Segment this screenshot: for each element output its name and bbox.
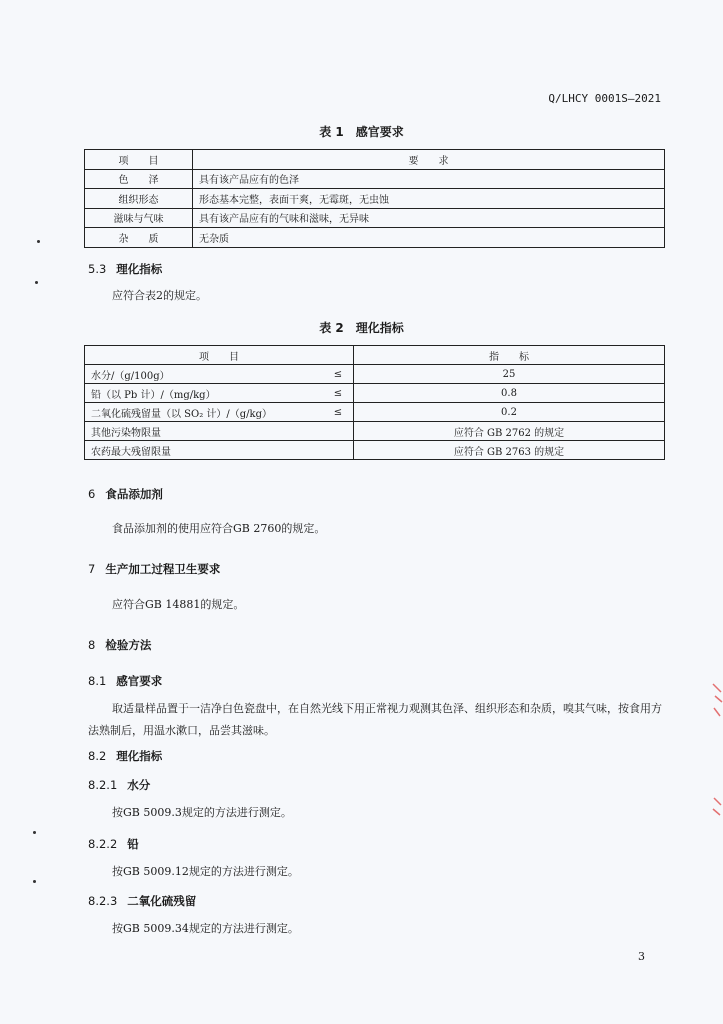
- table1-caption: 表 1 感官要求: [319, 125, 404, 139]
- section-title: 生产加工过程卫生要求: [105, 562, 221, 576]
- table-cell-value: 25: [354, 365, 665, 384]
- section-heading-8-2-2: [88, 836, 139, 852]
- section-heading-6: [88, 486, 163, 502]
- table2-physicochemical-indicators: [84, 345, 665, 460]
- section-title: 二氧化硫残留: [127, 894, 197, 908]
- section-number: 8.2.1: [88, 778, 118, 792]
- section-heading-5-3: [88, 261, 162, 277]
- table-cell-item: 水分/（g/100g）: [85, 365, 328, 384]
- table-cell-item: 铅（以 Pb 计）/（mg/kg）: [85, 384, 328, 403]
- section-8-2-3-text: 按GB 5009.34规定的方法进行测定。: [112, 922, 299, 935]
- table-cell-item: 其他污染物限量: [85, 422, 328, 441]
- table-cell-value: 应符合 GB 2763 的规定: [354, 441, 665, 460]
- section-title: 感官要求: [116, 674, 163, 688]
- stamp-mark-icon: [711, 795, 723, 817]
- section-8-1-text: 取适量样品置于一洁净白色瓷盘中，在自然光线下用正常视力观测其色泽、组织形态和杂质，嗅其气味，按食用方法熟制后，用温水漱口，品尝其滋味。: [88, 702, 662, 737]
- section-heading-8-2: [88, 748, 162, 764]
- table-cell-requirement: 具有该产品应有的色泽: [193, 169, 665, 189]
- table-row: [85, 403, 665, 422]
- table-cell-value: 0.8: [354, 384, 665, 403]
- section-heading-7: [88, 561, 220, 577]
- red-stamp-edge: [711, 680, 723, 720]
- section-title: 检验方法: [105, 638, 152, 652]
- scan-speck: [33, 880, 36, 883]
- table-cell-value: 0.2: [354, 403, 665, 422]
- table-header-row: [85, 150, 665, 170]
- table-row: [85, 208, 665, 228]
- section-8-2-1-text: 按GB 5009.3规定的方法进行测定。: [112, 806, 292, 819]
- scan-speck: [33, 831, 36, 834]
- table-cell-operator: [327, 422, 354, 441]
- section-title: 理化指标: [116, 262, 163, 276]
- table-cell-requirement: 具有该产品应有的气味和滋味，无异味: [193, 208, 665, 228]
- table-cell-value: 应符合 GB 2762 的规定: [354, 422, 665, 441]
- red-stamp-edge: [711, 795, 723, 817]
- section-number: 7: [88, 562, 96, 576]
- stamp-mark-icon: [711, 680, 723, 720]
- section-title: 理化指标: [116, 749, 163, 763]
- table-cell-requirement: 无杂质: [193, 228, 665, 248]
- section-heading-8: [88, 637, 151, 653]
- table-cell-operator: [327, 441, 354, 460]
- table2-caption: 表 2 理化指标: [319, 321, 404, 335]
- section-number: 8.2.2: [88, 837, 118, 851]
- section-6-text: 食品添加剂的使用应符合GB 2760的规定。: [112, 522, 326, 535]
- table-header-row: [85, 346, 665, 365]
- table-cell-operator: ≤: [327, 365, 354, 384]
- table-header-cell: 指 标: [354, 346, 665, 365]
- table-row: [85, 169, 665, 189]
- section-heading-8-2-3: [88, 893, 196, 909]
- table-row: [85, 422, 665, 441]
- table-row: [85, 384, 665, 403]
- table-cell-item: 组织形态: [85, 189, 193, 209]
- section-number: 8.1: [88, 674, 107, 688]
- table-cell-item: 色 泽: [85, 169, 193, 189]
- section-title: 水分: [127, 778, 151, 792]
- table-cell-operator: ≤: [327, 384, 354, 403]
- table-cell-item: 杂 质: [85, 228, 193, 248]
- document-code: Q/LHCY 0001S—2021: [548, 92, 661, 105]
- table-row: [85, 189, 665, 209]
- table-row: [85, 365, 665, 384]
- table-cell-item: 滋味与气味: [85, 208, 193, 228]
- table-header-cell: 项 目: [85, 150, 193, 170]
- table-cell-item: 农药最大残留限量: [85, 441, 328, 460]
- section-number: 8.2: [88, 749, 107, 763]
- table-header-cell: 要 求: [193, 150, 665, 170]
- section-number: 8: [88, 638, 96, 652]
- table-header-cell: 项 目: [85, 346, 354, 365]
- table-row: [85, 441, 665, 460]
- table-cell-operator: ≤: [327, 403, 354, 422]
- table1-sensory-requirements: [84, 149, 665, 248]
- section-number: 8.2.3: [88, 894, 118, 908]
- section-8-2-2-text: 按GB 5009.12规定的方法进行测定。: [112, 865, 299, 878]
- scan-speck: [35, 281, 38, 284]
- section-title: 铅: [127, 837, 139, 851]
- table-cell-item: 二氧化硫残留量（以 SO₂ 计）/（g/kg）: [85, 403, 328, 422]
- table-row: [85, 228, 665, 248]
- section-number: 5.3: [88, 262, 107, 276]
- section-7-text: 应符合GB 14881的规定。: [112, 598, 245, 611]
- section-title: 食品添加剂: [105, 487, 163, 501]
- section-number: 6: [88, 487, 96, 501]
- section-heading-8-1: [88, 673, 162, 689]
- section-heading-8-2-1: [88, 777, 150, 793]
- scan-speck: [37, 240, 40, 243]
- section-5-3-text: 应符合表2的规定。: [112, 289, 207, 302]
- table-cell-requirement: 形态基本完整，表面干爽，无霉斑，无虫蚀: [193, 189, 665, 209]
- page-number: 3: [638, 950, 645, 963]
